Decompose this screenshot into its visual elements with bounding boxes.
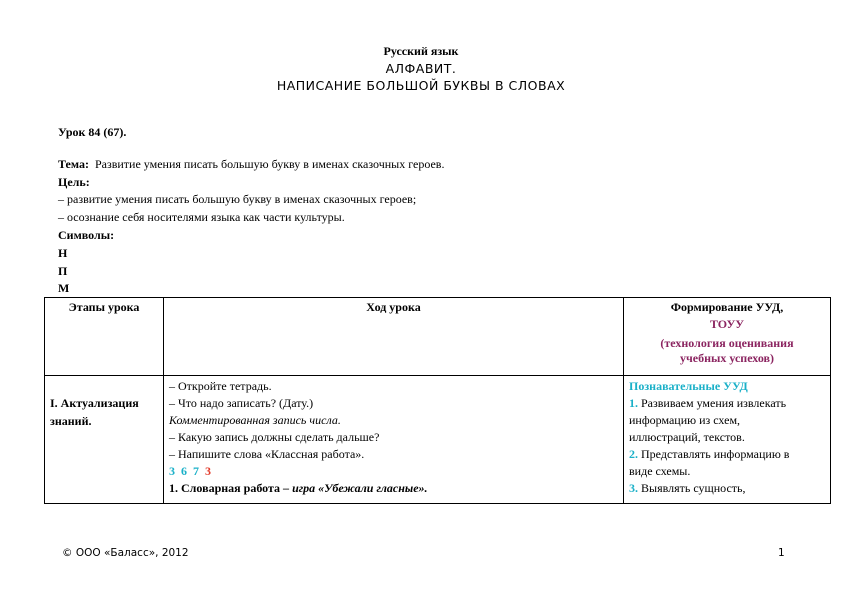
header-course: Ход урока bbox=[164, 298, 624, 376]
digit: 3 bbox=[205, 464, 211, 478]
course-line: – Откройте тетрадь. bbox=[169, 379, 272, 393]
table-row bbox=[45, 376, 831, 504]
page-number: 1 bbox=[778, 547, 785, 559]
vocab-work-line bbox=[169, 480, 618, 497]
course-line: – Какую запись должны сделать дальше? bbox=[169, 430, 380, 444]
digit: 6 bbox=[181, 464, 187, 478]
uud-text: Развиваем умения извлекать bbox=[641, 396, 787, 410]
header-uud bbox=[624, 298, 831, 376]
stage-line1: I. Актуализация bbox=[50, 396, 139, 410]
uud-num: 1. bbox=[629, 396, 638, 410]
symbol-item: П bbox=[58, 264, 68, 278]
uud-cell bbox=[624, 376, 831, 504]
uud-text: информацию из схем, bbox=[629, 413, 741, 427]
vocab-work-label: 1. Словарная работа – bbox=[169, 481, 290, 495]
course-cell bbox=[164, 376, 624, 504]
uud-text: Представлять информацию в bbox=[641, 447, 790, 461]
symbol-item: Н bbox=[58, 246, 68, 260]
lesson-number: Урок 84 (67). bbox=[58, 125, 127, 139]
symbol-item: М bbox=[58, 281, 70, 295]
header-uud-line1: Формирование УУД, bbox=[670, 300, 784, 314]
topic-text: Развитие умения писать большую букву в именах сказочных героев. bbox=[94, 157, 445, 171]
symbol-digits bbox=[169, 463, 618, 480]
header-stages: Этапы урока bbox=[45, 298, 164, 376]
course-line: – Напишите слова «Классная работа». bbox=[169, 447, 365, 461]
goal-item: – развитие умения писать большую букву в именах сказочных героев; bbox=[58, 192, 417, 206]
uud-text: виде схемы. bbox=[629, 464, 691, 478]
table-header-row bbox=[45, 298, 831, 376]
digit: 7 bbox=[193, 464, 199, 478]
symbols-label: Символы: bbox=[58, 228, 115, 242]
lesson-title-line2: НАПИСАНИЕ БОЛЬШОЙ БУКВЫ В СЛОВАХ bbox=[276, 78, 566, 93]
course-line: Комментированная запись числа. bbox=[169, 413, 341, 427]
vocab-work-game: игра «Убежали гласные». bbox=[292, 481, 428, 495]
goal-item: – осознание себя носителями языка как части культуры. bbox=[58, 210, 345, 224]
lesson-table bbox=[44, 297, 831, 504]
course-line: – Что надо записать? (Дату.) bbox=[169, 396, 314, 410]
uud-text: иллюстраций, текстов. bbox=[629, 430, 745, 444]
goal-label: Цель: bbox=[58, 175, 90, 189]
stage-line2: знаний. bbox=[50, 414, 92, 428]
topic-line bbox=[58, 157, 444, 172]
uud-title: Познавательные УУД bbox=[629, 379, 748, 393]
topic-label: Тема: bbox=[58, 157, 89, 171]
uud-text: Выявлять сущность, bbox=[641, 481, 746, 495]
subject-title: Русский язык bbox=[383, 44, 459, 58]
uud-item bbox=[629, 395, 825, 412]
header-uud-line3: (технология оценивания bbox=[660, 336, 794, 350]
digit: 3 bbox=[169, 464, 175, 478]
header-uud-line2: ТОУУ bbox=[709, 317, 745, 331]
uud-item bbox=[629, 480, 825, 497]
lesson-title-line1: АЛФАВИТ. bbox=[385, 61, 457, 76]
stage-cell bbox=[45, 376, 164, 504]
uud-num: 2. bbox=[629, 447, 638, 461]
header-uud-line4: учебных успехов) bbox=[679, 351, 775, 365]
uud-num: 3. bbox=[629, 481, 638, 495]
uud-item bbox=[629, 446, 825, 463]
footer-copyright: © ООО «Баласс», 2012 bbox=[62, 547, 189, 559]
